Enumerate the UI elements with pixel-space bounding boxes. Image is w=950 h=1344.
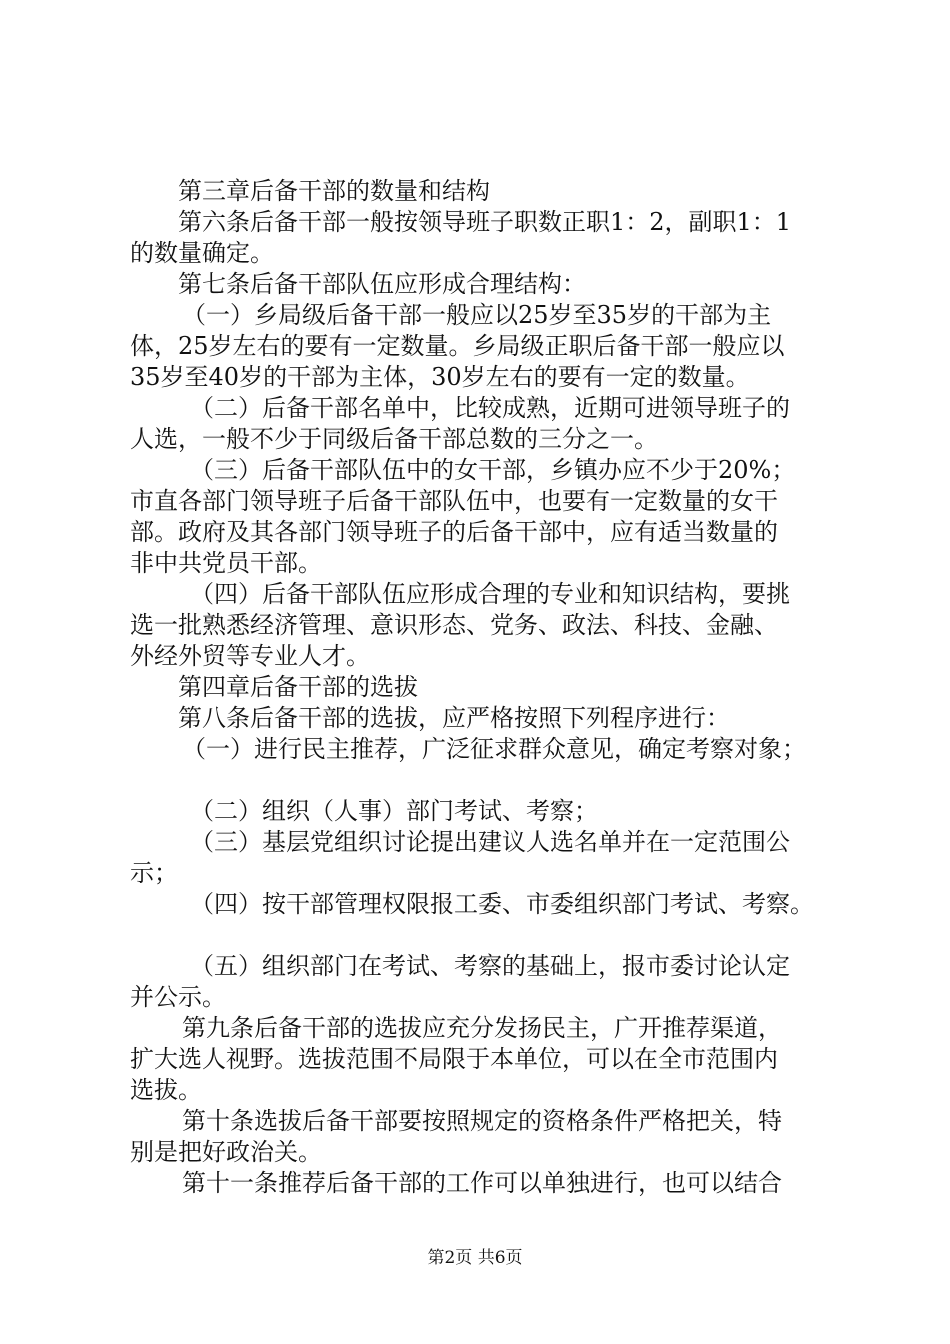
paragraph-line: 外经外贸等专业人才。 [130,642,370,670]
paragraph-line: （四）按干部管理权限报工委、市委组织部门考试、考察。 [190,890,814,918]
paragraph-line: 非中共党员干部。 [130,549,322,577]
paragraph-line: 第十一条推荐后备干部的工作可以单独进行，也可以结合 [182,1169,782,1197]
paragraph-line: 第十条选拔后备干部要按照规定的资格条件严格把关，特 [182,1107,782,1135]
paragraph-line: （一）进行民主推荐，广泛征求群众意见，确定考察对象； [182,735,806,763]
paragraph-line: （三）后备干部队伍中的女干部，乡镇办应不少于20%； [190,456,796,484]
paragraph-line: 并公示。 [130,983,226,1011]
paragraph-line: 第七条后备干部队伍应形成合理结构： [178,270,586,298]
blank-line [130,920,835,951]
page-number-footer: 第2页 共6页 [427,1248,523,1268]
paragraph-line: 扩大选人视野。选拔范围不局限于本单位，可以在全市范围内 [130,1045,778,1073]
paragraph-line: 的数量确定。 [130,239,274,267]
paragraph-line: 市直各部门领导班子后备干部队伍中，也要有一定数量的女干 [130,487,778,515]
chapter-heading: 第三章后备干部的数量和结构 [178,177,490,205]
paragraph-line: （二）后备干部名单中，比较成熟，近期可进领导班子的 [190,394,790,422]
paragraph-line: 部。政府及其各部门领导班子的后备干部中，应有适当数量的 [130,518,778,546]
paragraph-line: 35岁至40岁的干部为主体，30岁左右的要有一定的数量。 [130,363,750,391]
paragraph-line: （二）组织（人事）部门考试、考察； [190,797,598,825]
paragraph-line: 选拔。 [130,1076,202,1104]
paragraph-line: 第八条后备干部的选拔，应严格按照下列程序进行： [178,704,730,732]
paragraph-line: （四）后备干部队伍应形成合理的专业和知识结构，要挑 [190,580,790,608]
paragraph-line: （三）基层党组织讨论提出建议人选名单并在一定范围公 [190,828,790,856]
paragraph-line: 示； [130,859,178,887]
paragraph-line: 体，25岁左右的要有一定数量。乡局级正职后备干部一般应以 [130,332,785,360]
paragraph-line: 别是把好政治关。 [130,1138,322,1166]
chapter-heading: 第四章后备干部的选拔 [178,673,418,701]
paragraph-line: 第六条后备干部一般按领导班子职数正职1：2，副职1：1 [178,208,792,236]
paragraph-line: 人选，一般不少于同级后备干部总数的三分之一。 [130,425,658,453]
paragraph-line: （一）乡局级后备干部一般应以25岁至35岁的干部为主 [182,301,772,329]
paragraph-line: 选一批熟悉经济管理、意识形态、党务、政法、科技、金融、 [130,611,778,639]
paragraph-line: （五）组织部门在考试、考察的基础上，报市委讨论认定 [190,952,790,980]
document-body [130,176,835,1199]
blank-line [130,765,835,796]
paragraph-line: 第九条后备干部的选拔应充分发扬民主，广开推荐渠道， [182,1014,782,1042]
